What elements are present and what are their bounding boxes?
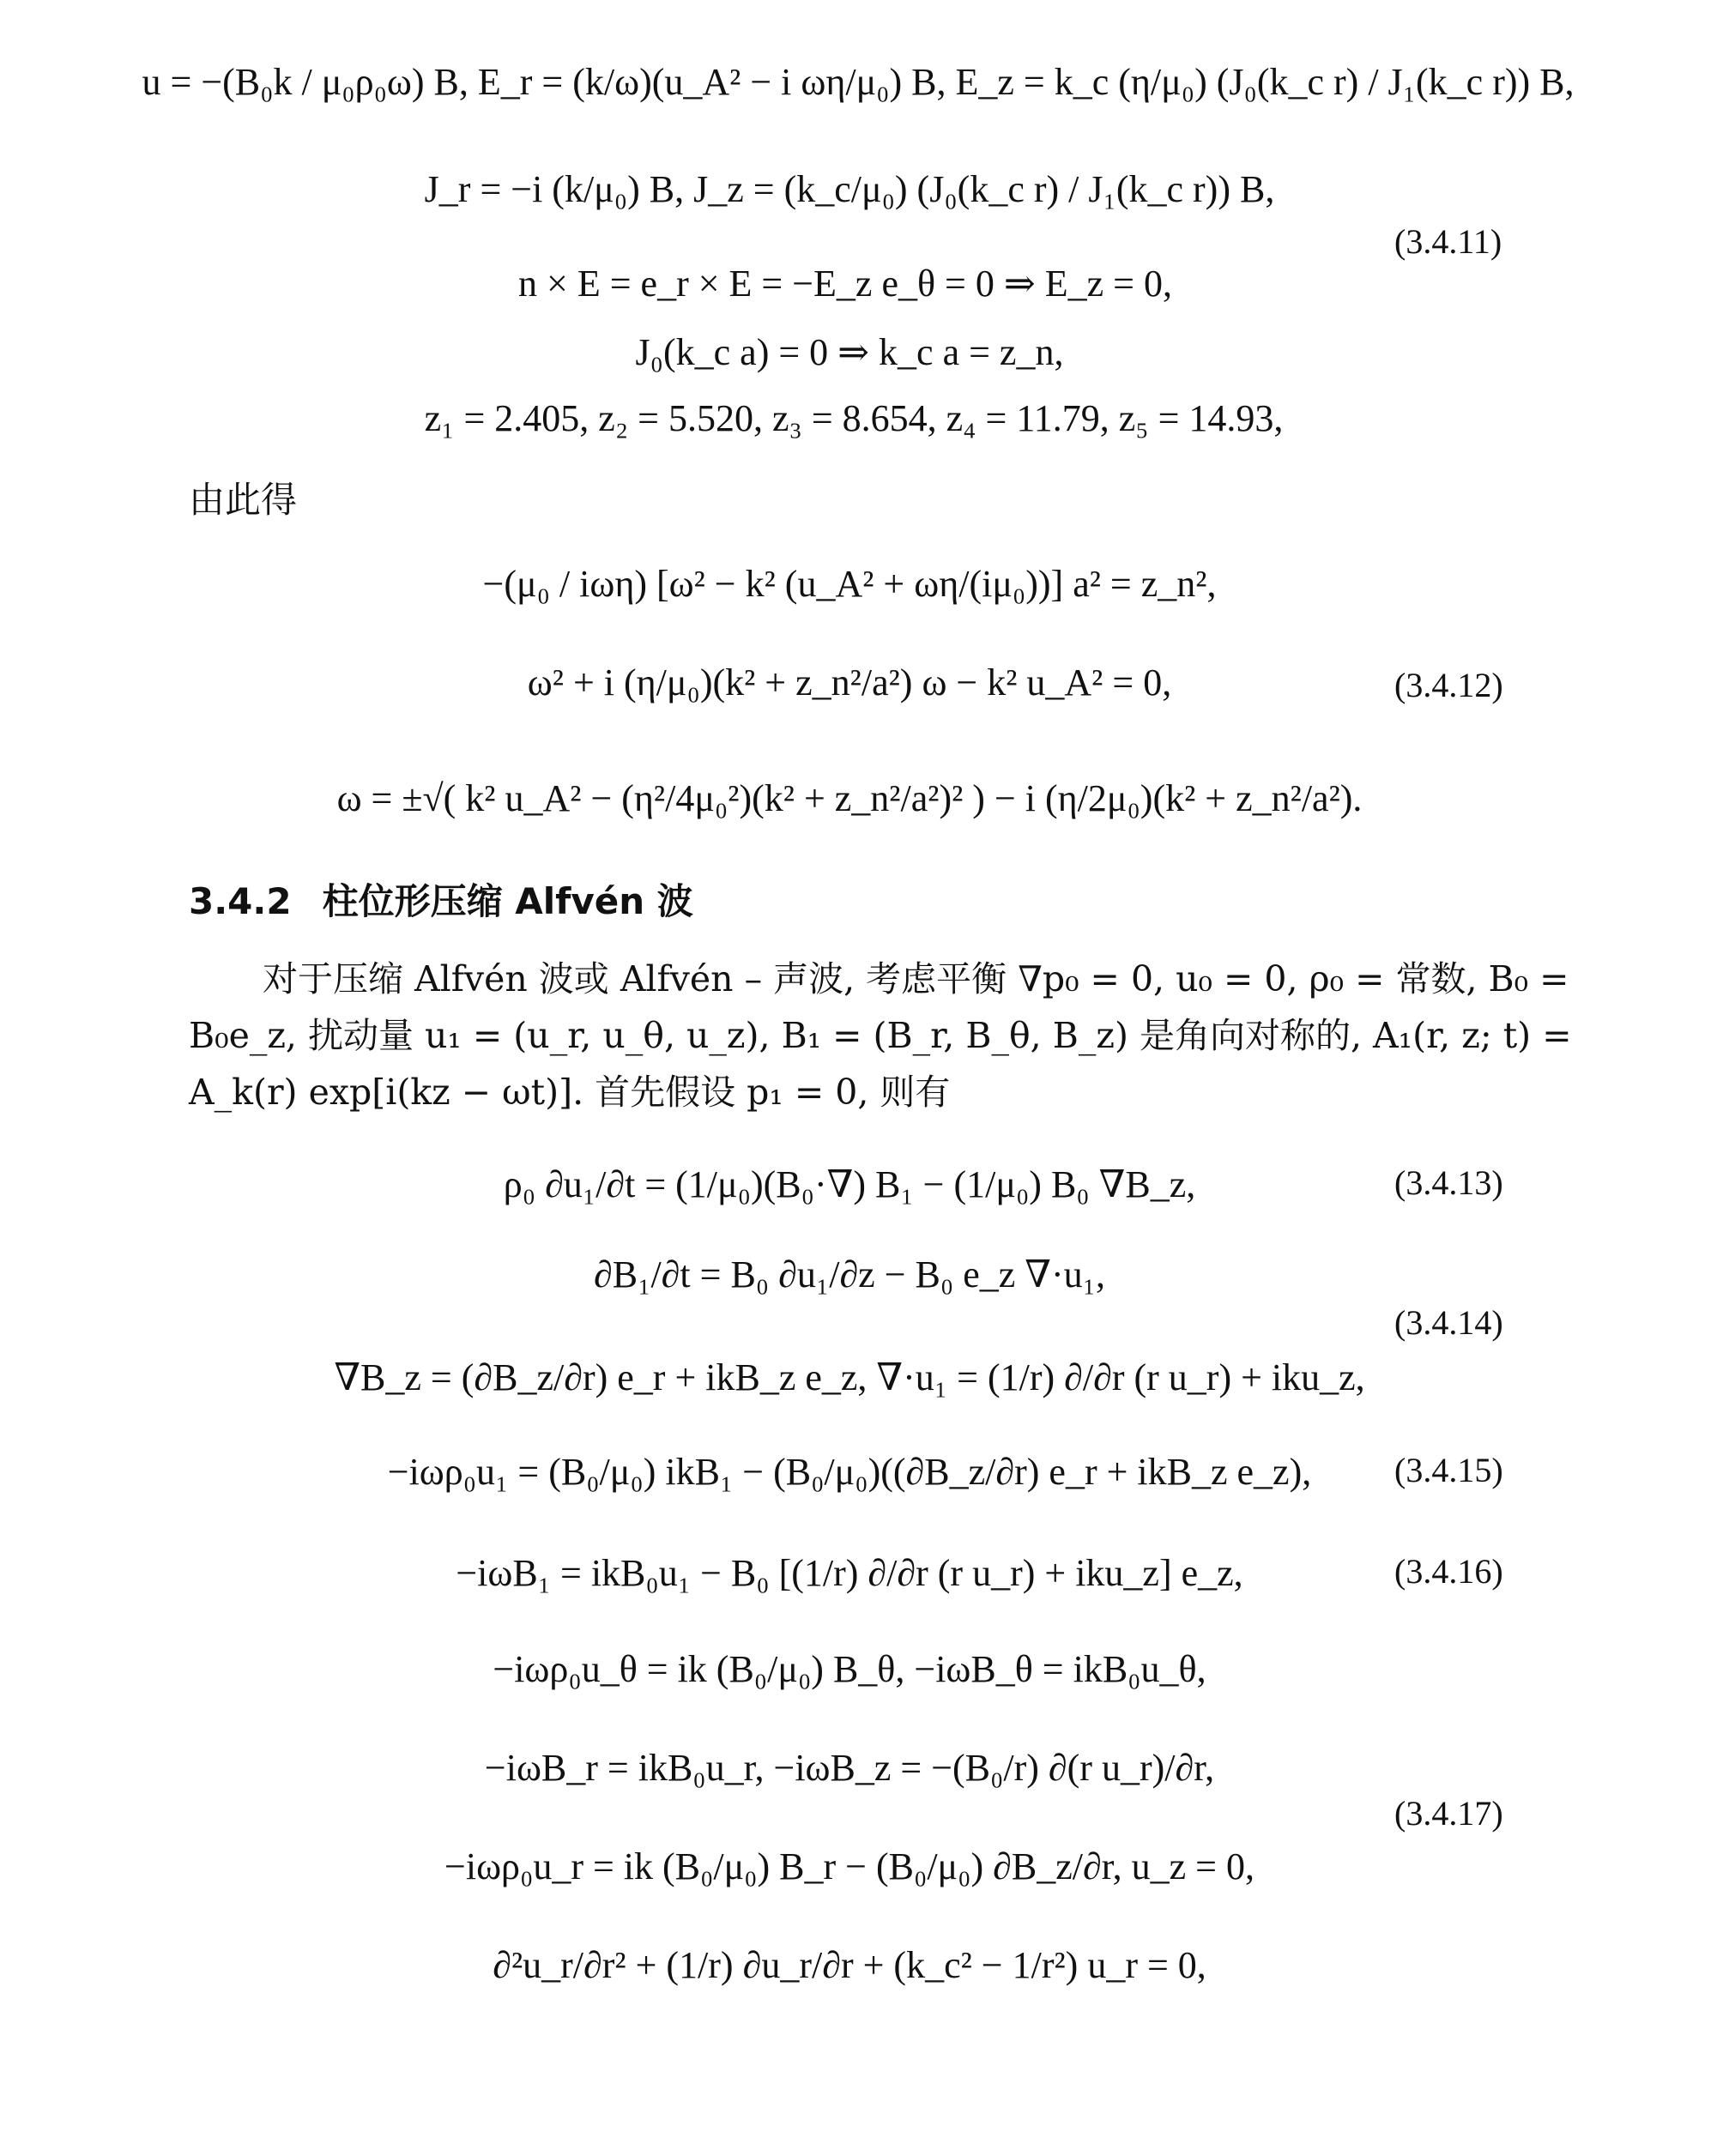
equation-grad-div: ∇B_z = (∂B_z/∂r) e_r + ikB_z e_z, ∇·u₁ = (1/r) ∂/∂r (r u_r) + iku_z, bbox=[334, 1356, 1365, 1398]
equation-dispersion-c: ω = ±√( k² u_A² − (η²/4μ₀²)(k² + z_n²/a²)² ) − i (η/2μ₀)(k² + z_n²/a²). bbox=[336, 777, 1363, 819]
equation-r-z-component: −iωB_r = ikB₀u_r, −iωB_z = −(B₀/r) ∂(r u_r)/∂r, bbox=[484, 1747, 1215, 1789]
equation-u-er-ez: u = −(B₀k / μ₀ρ₀ω) B, E_r = (k/ω)(u_A² − i ωη/μ₀) B, E_z = k_c (η/μ₀) (J₀(k_c r) / J₁(k_c r)) B, bbox=[142, 61, 1575, 103]
equation-theta-component: −iωρ₀u_θ = ik (B₀/μ₀) B_θ, −iωB_θ = ikB₀u_θ, bbox=[493, 1648, 1206, 1690]
section-heading bbox=[189, 873, 693, 925]
equation-bessel-ode: ∂²u_r/∂r² + (1/r) ∂u_r/∂r + (k_c² − 1/r²) u_r = 0, bbox=[493, 1944, 1206, 1986]
equation-momentum: ρ₀ ∂u₁/∂t = (1/μ₀)(B₀·∇) B₁ − (1/μ₀) B₀ ∇B_z, bbox=[503, 1163, 1196, 1205]
hence-text: 由此得 bbox=[189, 479, 298, 521]
equation-induction-fourier: −iωB₁ = ikB₀u₁ − B₀ [(1/r) ∂/∂r (r u_r) + iku_z] e_z, bbox=[456, 1552, 1243, 1594]
equation-bessel-zero: J₀(k_c a) = 0 ⇒ k_c a = z_n, bbox=[635, 331, 1064, 373]
equation-number: (3.4.15) bbox=[1394, 1451, 1503, 1489]
equation-induction: ∂B₁/∂t = B₀ ∂u₁/∂z − B₀ e_z ∇·u₁, bbox=[594, 1253, 1105, 1295]
equation-boundary: n × E = e_r × E = −E_z e_θ = 0 ⇒ E_z = 0, bbox=[518, 263, 1172, 305]
equation-number: (3.4.17) bbox=[1394, 1794, 1503, 1833]
equation-ur-component: −iωρ₀u_r = ik (B₀/μ₀) B_r − (B₀/μ₀) ∂B_z/∂r, u_z = 0, bbox=[444, 1845, 1254, 1887]
equation-number: (3.4.16) bbox=[1394, 1552, 1503, 1591]
equation-dispersion-a: −(μ₀ / iωη) [ω² − k² (u_A² + ωη/(iμ₀))] a² = z_n², bbox=[482, 563, 1217, 605]
equation-number: (3.4.11) bbox=[1394, 222, 1502, 261]
paragraph-line: A_k(r) exp[i(kz − ωt)]. 首先假设 p₁ = 0, 则有 bbox=[189, 1072, 951, 1113]
equation-dispersion-b: ω² + i (η/μ₀)(k² + z_n²/a²) ω − k² u_A² = 0, bbox=[527, 661, 1172, 704]
paragraph-line: 对于压缩 Alfvén 波或 Alfvén – 声波, 考虑平衡 ∇p₀ = 0, u₀ = 0, ρ₀ = 常数, B₀ = bbox=[263, 958, 1569, 999]
equation-momentum-fourier: −iωρ₀u₁ = (B₀/μ₀) ikB₁ − (B₀/μ₀)((∂B_z/∂r) e_r + ikB_z e_z), bbox=[387, 1451, 1312, 1493]
equation-jr-jz: J_r = −i (k/μ₀) B, J_z = (k_c/μ₀) (J₀(k_c r) / J₁(k_c r)) B, bbox=[424, 168, 1275, 210]
body-paragraph bbox=[189, 951, 1572, 1120]
equation-number: (3.4.14) bbox=[1394, 1303, 1503, 1342]
equation-bessel-zeros: z₁ = 2.405, z₂ = 5.520, z₃ = 8.654, z₄ = 11.79, z₅ = 14.93, bbox=[424, 397, 1284, 439]
section-number: 3.4.2 bbox=[189, 880, 292, 922]
equation-number: (3.4.13) bbox=[1394, 1163, 1503, 1202]
equation-number: (3.4.12) bbox=[1394, 666, 1503, 704]
section-title: 柱位形压缩 Alfvén 波 bbox=[322, 880, 693, 922]
paragraph-line: B₀e_z, 扰动量 u₁ = (u_r, u_θ, u_z), B₁ = (B_r, B_θ, B_z) 是角向对称的, A₁(r, z; t) = bbox=[189, 1015, 1572, 1056]
